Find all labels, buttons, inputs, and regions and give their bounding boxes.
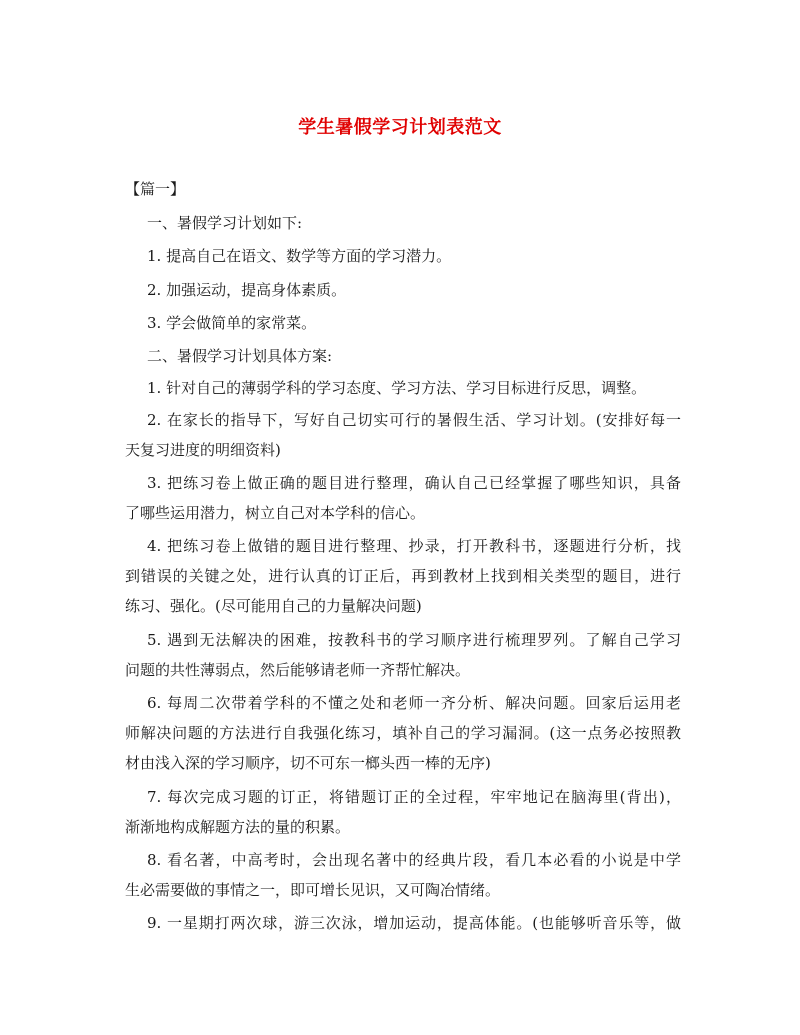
paragraph-line: 3. 把练习卷上做正确的题目进行整理，确认自己已经掌握了哪些知识，具备: [147, 474, 681, 492]
paragraph-line: 8. 看名著，中高考时，会出现名著中的经典片段，看几本必看的小说是中学: [147, 851, 681, 869]
paragraph-line: 一、暑假学习计划如下:: [147, 214, 303, 232]
paragraph-line: 9. 一星期打两次球，游三次泳，增加运动，提高体能。(也能够听音乐等，做: [147, 914, 681, 932]
document-title: 学生暑假学习计划表范文: [298, 117, 502, 138]
paragraph-line: 师解决问题的方法进行自我强化练习，填补自己的学习漏洞。(这一点务必按照教: [125, 724, 681, 742]
paragraph-line: 二、暑假学习计划具体方案:: [147, 347, 333, 365]
paragraph-line: 4. 把练习卷上做错的题目进行整理、抄录，打开教科书，逐题进行分析，找: [147, 537, 681, 555]
paragraph-line: 6. 每周二次带着学科的不懂之处和老师一齐分析、解决问题。回家后运用老: [147, 694, 681, 712]
paragraph-line: 生必需要做的事情之一，即可增长见识，又可陶冶情绪。: [125, 881, 501, 899]
section-heading: 【篇一】: [125, 180, 186, 198]
paragraph-line: 天复习进度的明细资料): [125, 441, 281, 459]
paragraph-line: 1. 针对自己的薄弱学科的学习态度、学习方法、学习目标进行反思，调整。: [147, 379, 647, 397]
paragraph-line: 7. 每次完成习题的订正，将错题订正的全过程，牢牢地记在脑海里(背出)，: [147, 788, 681, 806]
paragraph-line: 了哪些运用潜力，树立自己对本学科的信心。: [125, 504, 426, 522]
paragraph-line: 2. 加强运动，提高身体素质。: [147, 281, 347, 299]
paragraph-line: 材由浅入深的学习顺序，切不可东一榔头西一棒的无序): [125, 754, 491, 772]
paragraph-line: 1. 提高自己在语文、数学等方面的学习潜力。: [147, 247, 452, 265]
paragraph-line: 问题的共性薄弱点，然后能够请老师一齐帮忙解决。: [125, 661, 471, 679]
paragraph-line: 2. 在家长的指导下，写好自己切实可行的暑假生活、学习计划。(安排好每一: [147, 411, 681, 429]
paragraph-line: 到错误的关键之处，进行认真的订正后，再到教材上找到相关类型的题目，进行: [125, 567, 681, 585]
paragraph-line: 5. 遇到无法解决的困难，按教科书的学习顺序进行梳理罗列。了解自己学习: [147, 631, 681, 649]
paragraph-line: 3. 学会做简单的家常菜。: [147, 314, 317, 332]
paragraph-line: 练习、强化。(尽可能用自己的力量解决问题): [125, 597, 422, 615]
paragraph-line: 渐渐地构成解题方法的量的积累。: [125, 818, 351, 836]
